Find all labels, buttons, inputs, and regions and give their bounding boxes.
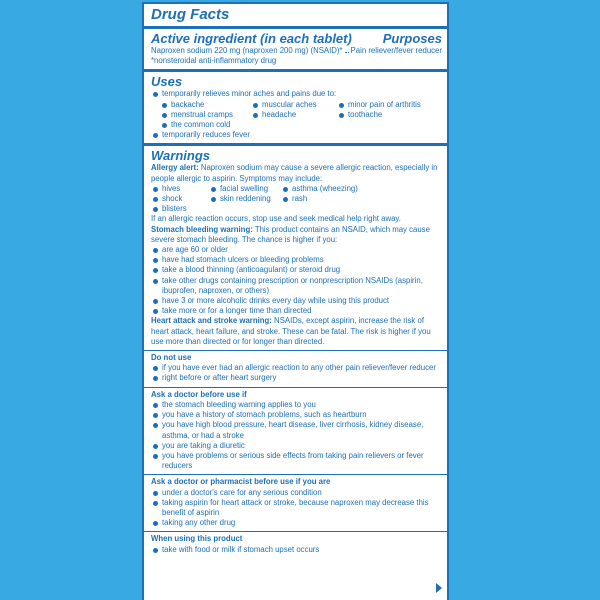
warnings-heading: Warnings	[151, 148, 210, 164]
list-item: menstrual cramps	[160, 110, 251, 120]
uses-heading: Uses	[151, 74, 183, 90]
list-item: the stomach bleeding warning applies to you	[151, 400, 442, 410]
allergy-alert	[151, 163, 442, 183]
list-item: under a doctor's care for any serious condition	[151, 488, 442, 498]
drug-facts-panel	[142, 2, 449, 600]
stomach-bleeding-text: This product contains an NSAID, which may cause severe stomach bleeding. The chance is higher if you:	[151, 224, 430, 244]
allergy-symptoms-list	[151, 184, 442, 215]
do-not-use-section	[144, 351, 447, 388]
active-ingredient-heading-row	[151, 31, 442, 46]
dot-leader	[345, 52, 349, 53]
when-using-heading: When using this product	[151, 534, 243, 544]
list-item: have 3 or more alcoholic drinks every day while using this product	[151, 296, 442, 306]
heart-stroke-warning	[151, 316, 442, 347]
allergy-alert-text: Naproxen sodium may cause a severe allergic reaction, especially in people allergic to aspirin. Symptoms may include:	[151, 163, 438, 183]
stomach-bleeding-label: Stomach bleeding warning:	[151, 224, 253, 234]
uses-fever: temporarily reduces fever	[151, 130, 442, 140]
purpose-text: Pain reliever/fever reducer	[350, 46, 442, 55]
active-ingredient-row	[151, 46, 442, 56]
ask-doctor-heading: Ask a doctor before use if	[151, 389, 247, 399]
ask-pharmacist-section	[144, 475, 447, 532]
list-item: toothache	[337, 110, 432, 120]
heart-stroke-text: NSAIDs, except aspirin, increase the risk of heart attack, heart failure, and stroke. These can be fatal. The risk is higher if you use more than directed or for longer than directed.	[151, 316, 431, 346]
list-item: have had stomach ulcers or bleeding problems	[151, 255, 442, 265]
list-item: headache	[251, 110, 337, 120]
list-item: are age 60 or older	[151, 245, 442, 255]
list-item: the common cold	[160, 120, 251, 130]
list-item: taking any other drug	[151, 518, 442, 528]
stomach-risk-list	[151, 245, 442, 316]
list-item: taking aspirin for heart attack or stroke, because naproxen may decrease this benefit of aspirin	[151, 498, 442, 518]
purposes-heading: Purposes	[382, 31, 442, 46]
list-item: hives	[151, 184, 209, 194]
list-item: take a blood thinning (anticoagulant) or steroid drug	[151, 265, 442, 275]
continue-arrow-icon	[436, 583, 442, 593]
list-item: take more or for a longer time than directed	[151, 306, 442, 316]
list-item: skin reddening	[209, 194, 281, 204]
ask-doctor-section	[144, 388, 447, 476]
uses-intro: temporarily relieves minor aches and pains due to:	[151, 89, 442, 99]
active-ingredient-text: Naproxen sodium 220 mg (naproxen 200 mg) (NSAID)*	[151, 46, 343, 55]
list-item: take with food or milk if stomach upset occurs	[151, 545, 442, 555]
active-ingredient-heading: Active ingredient (in each tablet)	[151, 31, 352, 46]
list-item: minor pain of arthritis	[337, 100, 432, 110]
list-item: right before or after heart surgery	[151, 373, 442, 383]
list-item: you have high blood pressure, heart disease, liver cirrhosis, kidney disease, asthma, or had a stroke	[151, 420, 442, 440]
list-item: facial swelling	[209, 184, 281, 194]
uses-list	[151, 100, 442, 131]
list-item: you are taking a diuretic	[151, 441, 442, 451]
list-item: backache	[160, 100, 251, 110]
list-item: you have problems or serious side effects from taking pain relievers or fever reducers	[151, 451, 442, 471]
list-item: take other drugs containing prescription or nonprescription NSAIDs (aspirin, ibuprofen, naproxen, or others)	[151, 276, 442, 296]
list-item: asthma (wheezing)	[281, 184, 401, 194]
heart-stroke-label: Heart attack and stroke warning:	[151, 316, 272, 326]
list-item: blisters	[151, 204, 209, 214]
list-item: muscular aches	[251, 100, 337, 110]
allergy-after-text: If an allergic reaction occurs, stop use and seek medical help right away.	[151, 214, 401, 224]
drug-facts-header	[144, 4, 447, 29]
do-not-use-heading: Do not use	[151, 353, 192, 363]
allergy-alert-label: Allergy alert:	[151, 163, 199, 173]
uses-section	[144, 72, 447, 146]
list-item: if you have ever had an allergic reaction to any other pain reliever/fever reducer	[151, 363, 442, 373]
list-item: you have a history of stomach problems, such as heartburn	[151, 410, 442, 420]
list-item: rash	[281, 194, 401, 204]
nsaid-footnote: *nonsteroidal anti-inflammatory drug	[151, 56, 277, 66]
warnings-section	[144, 146, 447, 351]
list-item: shock	[151, 194, 209, 204]
active-ingredient-section	[144, 29, 447, 72]
stomach-bleeding-warning	[151, 225, 442, 245]
when-using-section	[144, 532, 447, 557]
drug-facts-title: Drug Facts	[151, 6, 230, 23]
ask-pharmacist-heading: Ask a doctor or pharmacist before use if you are	[151, 477, 331, 487]
